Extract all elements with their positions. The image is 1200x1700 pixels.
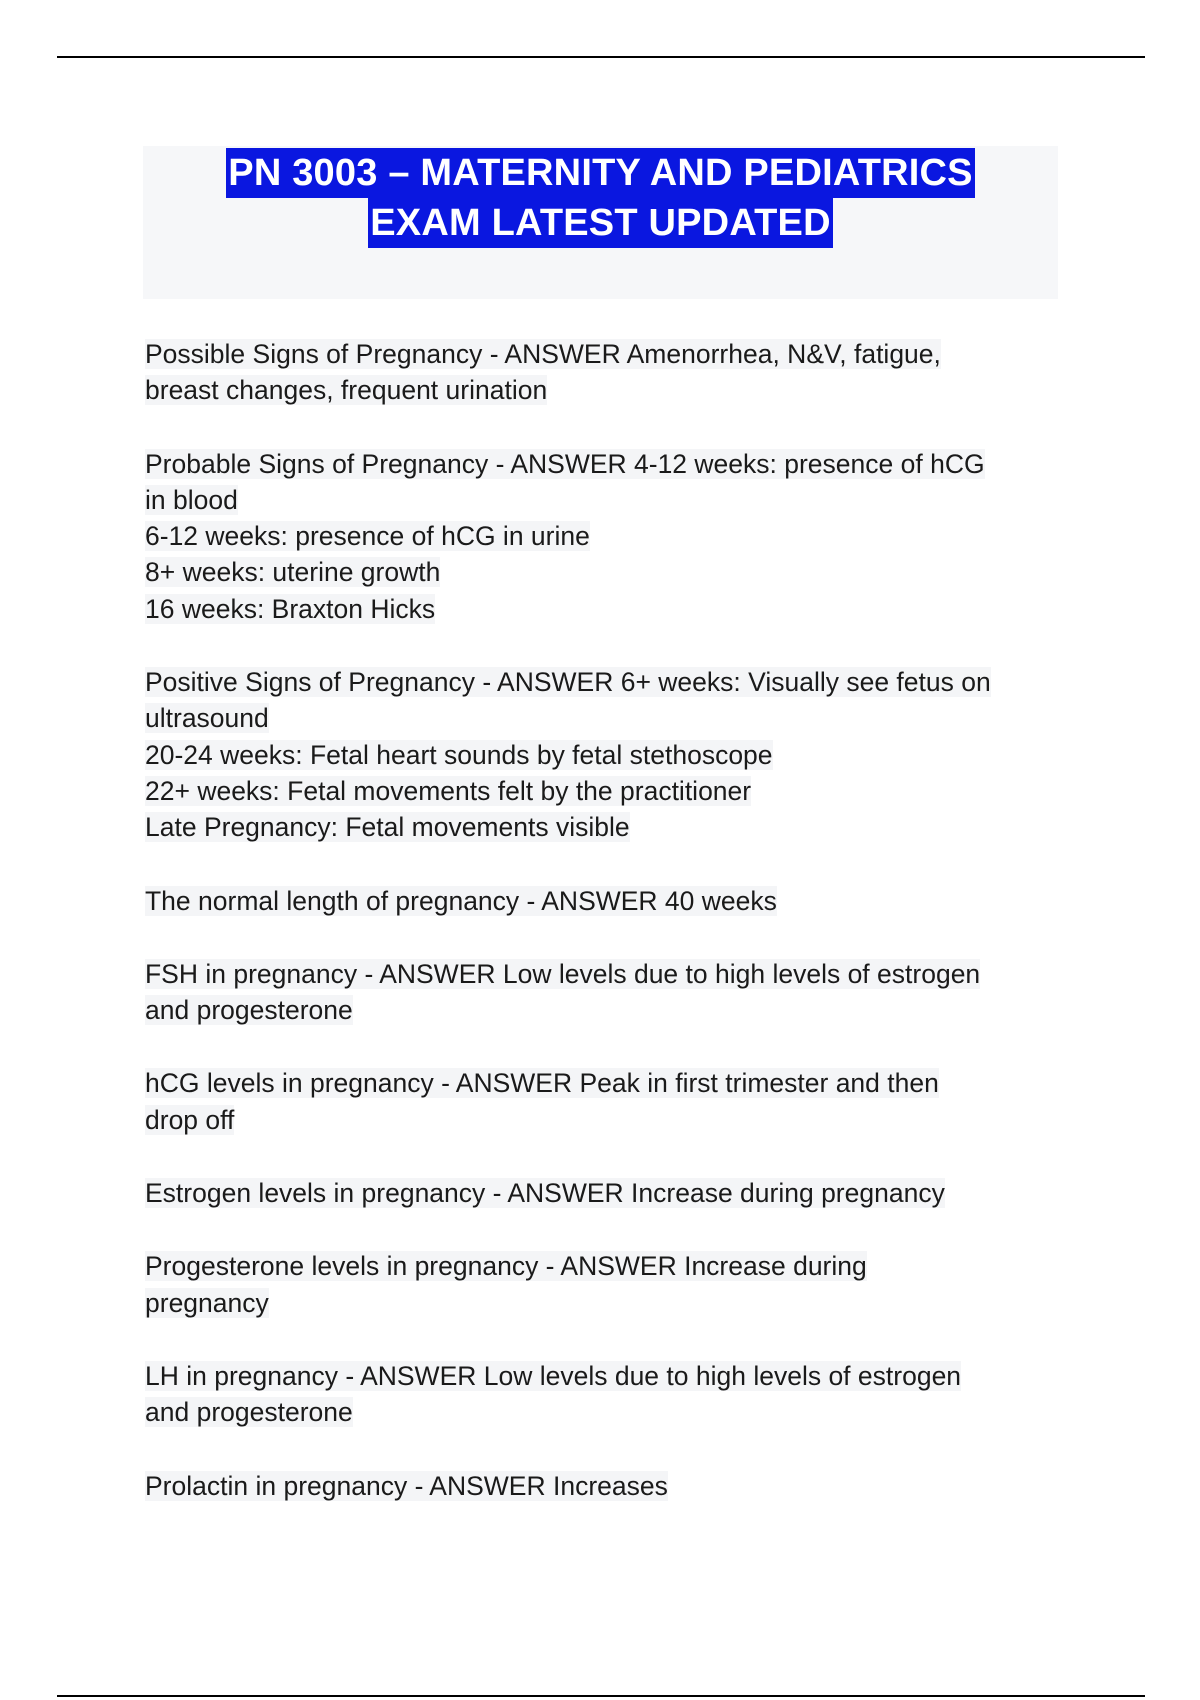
qa-line: 6-12 weeks: presence of hCG in urine — [145, 521, 590, 552]
qa-line: 20-24 weeks: Fetal heart sounds by fetal stethoscope — [145, 739, 773, 770]
qa-item-progesterone — [145, 1248, 1065, 1321]
qa-list — [145, 336, 1065, 1541]
qa-item-estrogen — [145, 1175, 1065, 1211]
qa-item-possible-signs — [145, 336, 1065, 409]
qa-line: Estrogen levels in pregnancy - ANSWER Increase during pregnancy — [145, 1178, 945, 1209]
qa-line: Prolactin in pregnancy - ANSWER Increases — [145, 1470, 668, 1501]
qa-item-lh — [145, 1358, 1065, 1431]
qa-line: and progesterone — [145, 995, 353, 1026]
qa-line: 8+ weeks: uterine growth — [145, 557, 441, 588]
qa-line: pregnancy — [145, 1287, 269, 1318]
qa-line: ultrasound — [145, 703, 269, 734]
document-title-line-2: EXAM LATEST UPDATED — [368, 198, 833, 248]
qa-line: in blood — [145, 484, 238, 515]
title-panel — [143, 146, 1058, 299]
qa-item-probable-signs — [145, 446, 1065, 627]
qa-line: Progesterone levels in pregnancy - ANSWER Increase during — [145, 1251, 867, 1282]
qa-line: breast changes, frequent urination — [145, 375, 548, 406]
qa-line: The normal length of pregnancy - ANSWER 40 weeks — [145, 885, 777, 916]
qa-line: Late Pregnancy: Fetal movements visible — [145, 812, 630, 843]
qa-item-hcg — [145, 1065, 1065, 1138]
qa-line: Possible Signs of Pregnancy - ANSWER Amenorrhea, N&V, fatigue, — [145, 339, 941, 369]
qa-line: 22+ weeks: Fetal movements felt by the practitioner — [145, 775, 752, 806]
qa-line: 16 weeks: Braxton Hicks — [145, 593, 436, 624]
qa-item-positive-signs — [145, 664, 1065, 845]
qa-line: drop off — [145, 1104, 235, 1135]
qa-line: LH in pregnancy - ANSWER Low levels due to high levels of estrogen — [145, 1360, 962, 1391]
qa-item-pregnancy-length — [145, 883, 1065, 919]
qa-item-fsh — [145, 956, 1065, 1029]
document-title-line-1: PN 3003 – MATERNITY AND PEDIATRICS — [226, 148, 974, 198]
qa-line: Probable Signs of Pregnancy - ANSWER 4-12 weeks: presence of hCG — [145, 448, 985, 479]
qa-item-prolactin — [145, 1468, 1065, 1504]
qa-line: Positive Signs of Pregnancy - ANSWER 6+ weeks: Visually see fetus on — [145, 667, 991, 698]
qa-line: and progesterone — [145, 1397, 353, 1428]
qa-line: FSH in pregnancy - ANSWER Low levels due to high levels of estrogen — [145, 958, 981, 989]
qa-line: hCG levels in pregnancy - ANSWER Peak in first trimester and then — [145, 1068, 939, 1099]
top-rule — [57, 56, 1145, 58]
bottom-rule — [57, 1695, 1145, 1697]
